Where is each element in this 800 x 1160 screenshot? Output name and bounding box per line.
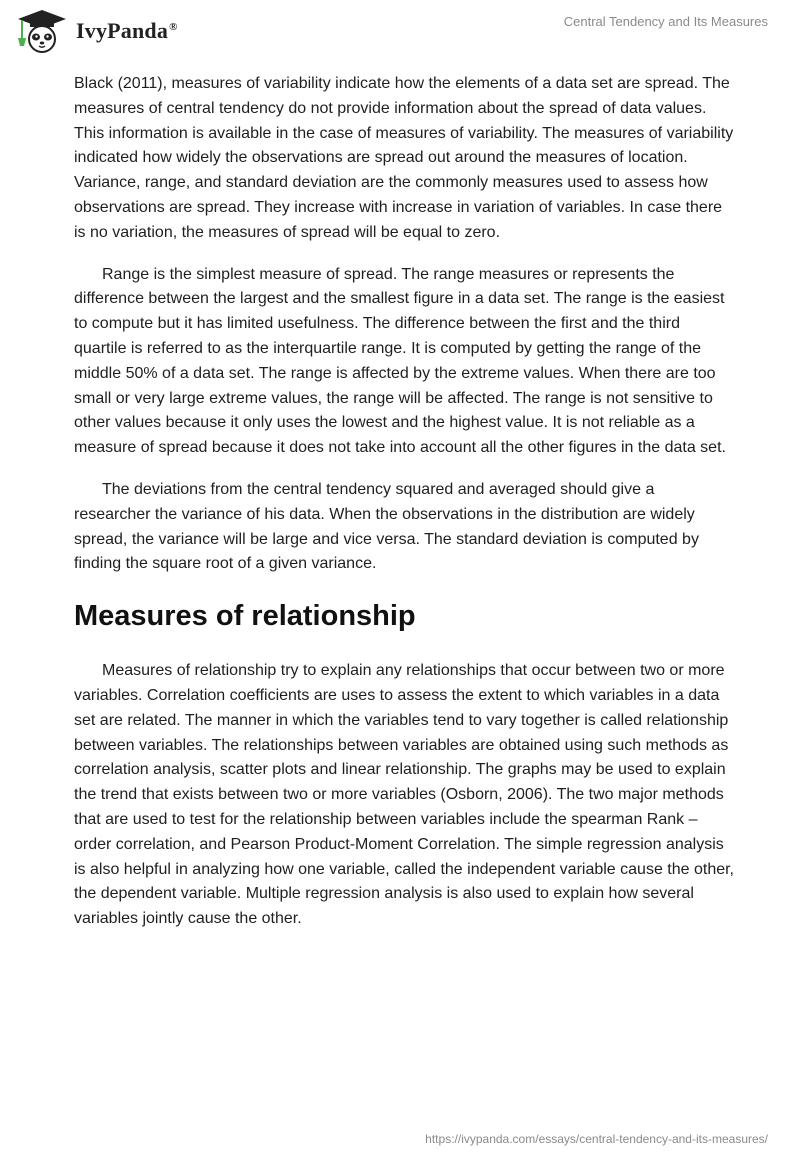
source-url[interactable]: https://ivypanda.com/essays/central-tendency-and-its-measures/ [425, 1132, 768, 1146]
panda-graduate-icon [14, 8, 70, 54]
paragraph-relationship: Measures of relationship try to explain any relationships that occur between two or more variables. Correlation coefficients are uses to assess the extent to which variables in a data set are related. The manner in which the variables tend to vary together is called relationship between variables. The relationships between variables are obtained using such methods as correlation analysis, scatter plots and linear relationship. The graphs may be used to explain the trend that exists between two or more variables (Osborn, 2006). The two major methods that are used to test for the relationship between variables include the spearman Rank – order correlation, and Pearson Product-Moment Correlation. The simple regression analysis is also helpful in analyzing how one variable, called the independent variable cause the other, the dependent variable. Multiple regression analysis is also used to explain how several variables jointly cause the other. [74, 662, 734, 928]
paragraph-range: Range is the simplest measure of spread. The range measures or represents the difference between the largest and the smallest figure in a data set. The range is the easiest to compute but it has limited usefulness. The difference between the first and the third quartile is referred to as the interquartile range. It is computed by getting the range of the middle 50% of a data set. The range is affected by the extreme values. When there are too small or very large extreme values, the range will be affected. The range is not sensitive to other values because it only uses the lowest and the highest value. It is not reliable as a measure of spread because it does not take into account all the other figures in the data set. [74, 265, 726, 457]
page-header [0, 0, 800, 70]
document-title: Central Tendency and Its Measures [563, 14, 768, 29]
essay-body [74, 72, 734, 949]
paragraph-variance: The deviations from the central tendency squared and averaged should give a researcher the variance of his data. When the observations in the distribution are widely spread, the variance will be large and vice versa. The standard deviation is computed by finding the square root of a given variance. [74, 480, 699, 573]
paragraph-variability: Black (2011), measures of variability indicate how the elements of a data set are spread. The measures of central tendency do not provide information about the spread of data values. This information is available in the case of measures of variability. The measures of variability indicated how widely the observations are spread out around the measures of location. Variance, range, and standard deviation are the commonly measures used to assess how observations are spread. They increase with increase in variation of variables. In case there is no variation, the measures of spread will be equal to zero. [74, 75, 734, 241]
section-heading: Measures of relationship [74, 600, 416, 633]
registered-mark: ® [169, 20, 178, 33]
brand-logo[interactable] [14, 8, 178, 54]
brand-name: IvyPanda® [76, 18, 178, 43]
